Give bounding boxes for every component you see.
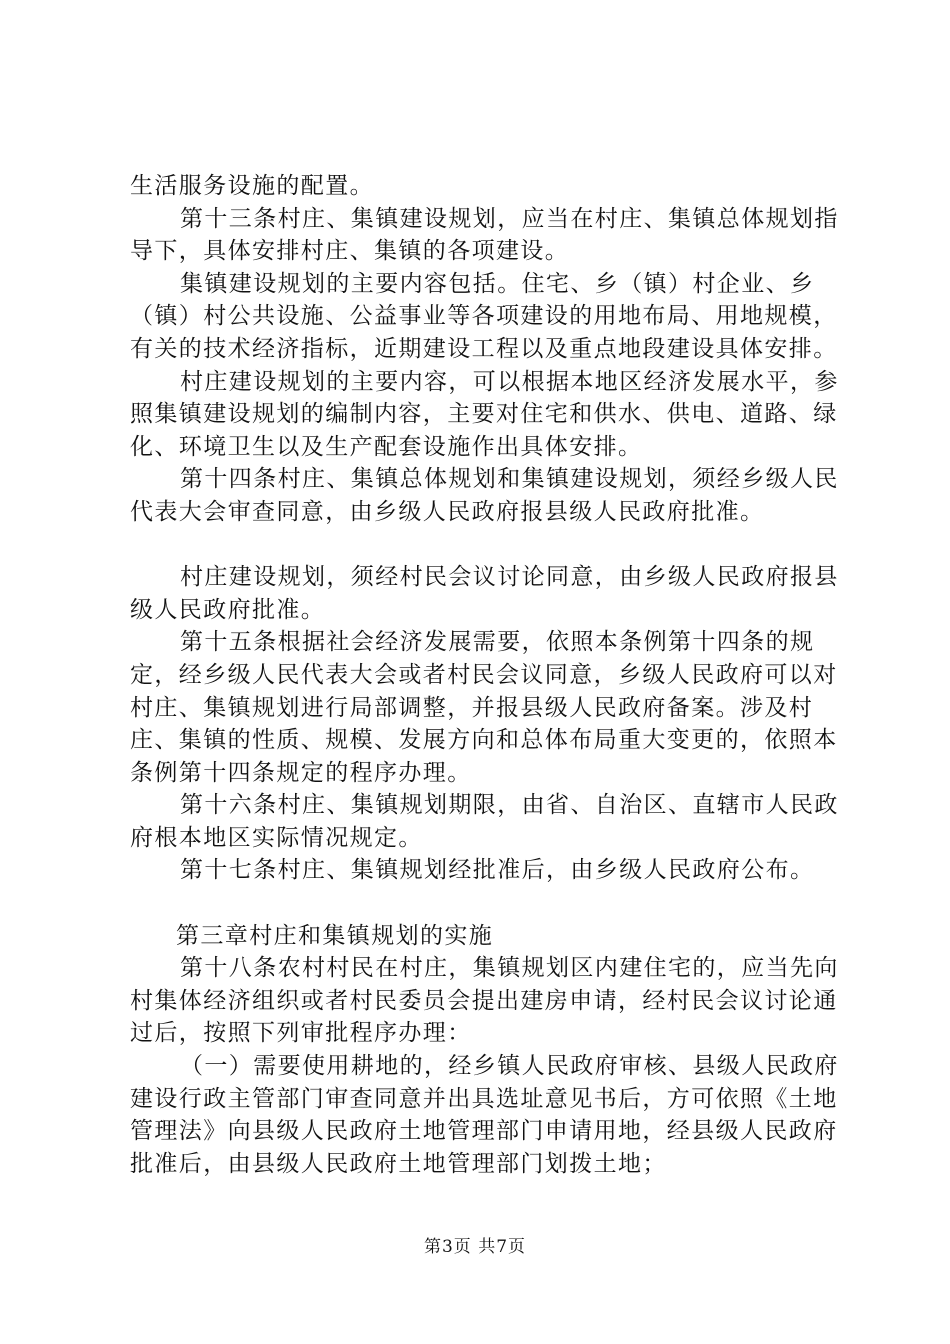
page-footer: 第3页 共7页 bbox=[423, 1237, 527, 1257]
paragraph-article-14: 第十四条村庄、集镇总体规划和集镇建设规划，须经乡级人民代表大会审查同意，由乡级人民政府报县级人民政府批准。 bbox=[130, 466, 839, 525]
paragraph-spacer bbox=[130, 529, 850, 562]
paragraph-article-16: 第十六条村庄、集镇规划期限，由省、自治区、直辖市人民政府根本地区实际情况规定。 bbox=[130, 792, 839, 851]
paragraph-continuation: 生活服务设施的配置。 bbox=[130, 173, 374, 199]
paragraph-article-13: 第十三条村庄、集镇建设规划，应当在村庄、集镇总体规划指导下，具体安排村庄、集镇的各项建设。 bbox=[130, 205, 839, 265]
paragraph-spacer bbox=[130, 887, 850, 920]
document-body bbox=[130, 170, 850, 1180]
paragraph-village-plan-approval: 村庄建设规划，须经村民会议讨论同意，由乡级人民政府报县级人民政府批准。 bbox=[130, 564, 839, 623]
paragraph-item-1: （一）需要使用耕地的，经乡镇人民政府审核、县级人民政府建设行政主管部门审查同意并出具选址意见书后，方可依照《土地管理法》向县级人民政府土地管理部门申请用地，经县级人民政府批准后，由县级人民政府土地管理部门划拨土地； bbox=[130, 1053, 839, 1177]
paragraph-article-18: 第十八条农村村民在村庄，集镇规划区内建住宅的，应当先向村集体经济组织或者村民委员会提出建房申请，经村民会议讨论通过后，按照下列审批程序办理： bbox=[130, 955, 839, 1047]
paragraph-article-17: 第十七条村庄、集镇规划经批准后，由乡级人民政府公布。 bbox=[180, 857, 815, 884]
chapter-heading: 第三章村庄和集镇规划的实施 bbox=[176, 922, 494, 949]
paragraph-town-plan-content: 集镇建设规划的主要内容包括。住宅、乡（镇）村企业、乡（镇）村公共设施、公益事业等各项建设的用地布局、用地规模，有关的技术经济指标，近期建设工程以及重点地段建设具体安排。 bbox=[130, 270, 838, 362]
paragraph-article-15: 第十五条根据社会经济发展需要，依照本条例第十四条的规定，经乡级人民代表大会或者村民会议同意，乡级人民政府可以对村庄、集镇规划进行局部调整，并报县级人民政府备案。涉及村庄、集镇的性质、规模、发展方向和总体布局重大变更的，依照本条例第十四条规定的程序办理。 bbox=[130, 629, 838, 786]
paragraph-village-plan-content: 村庄建设规划的主要内容，可以根据本地区经济发展水平，参照集镇建设规划的编制内容，主要对住宅和供水、供电、道路、绿化、环境卫生以及生产配套设施作出具体安排。 bbox=[130, 368, 839, 460]
